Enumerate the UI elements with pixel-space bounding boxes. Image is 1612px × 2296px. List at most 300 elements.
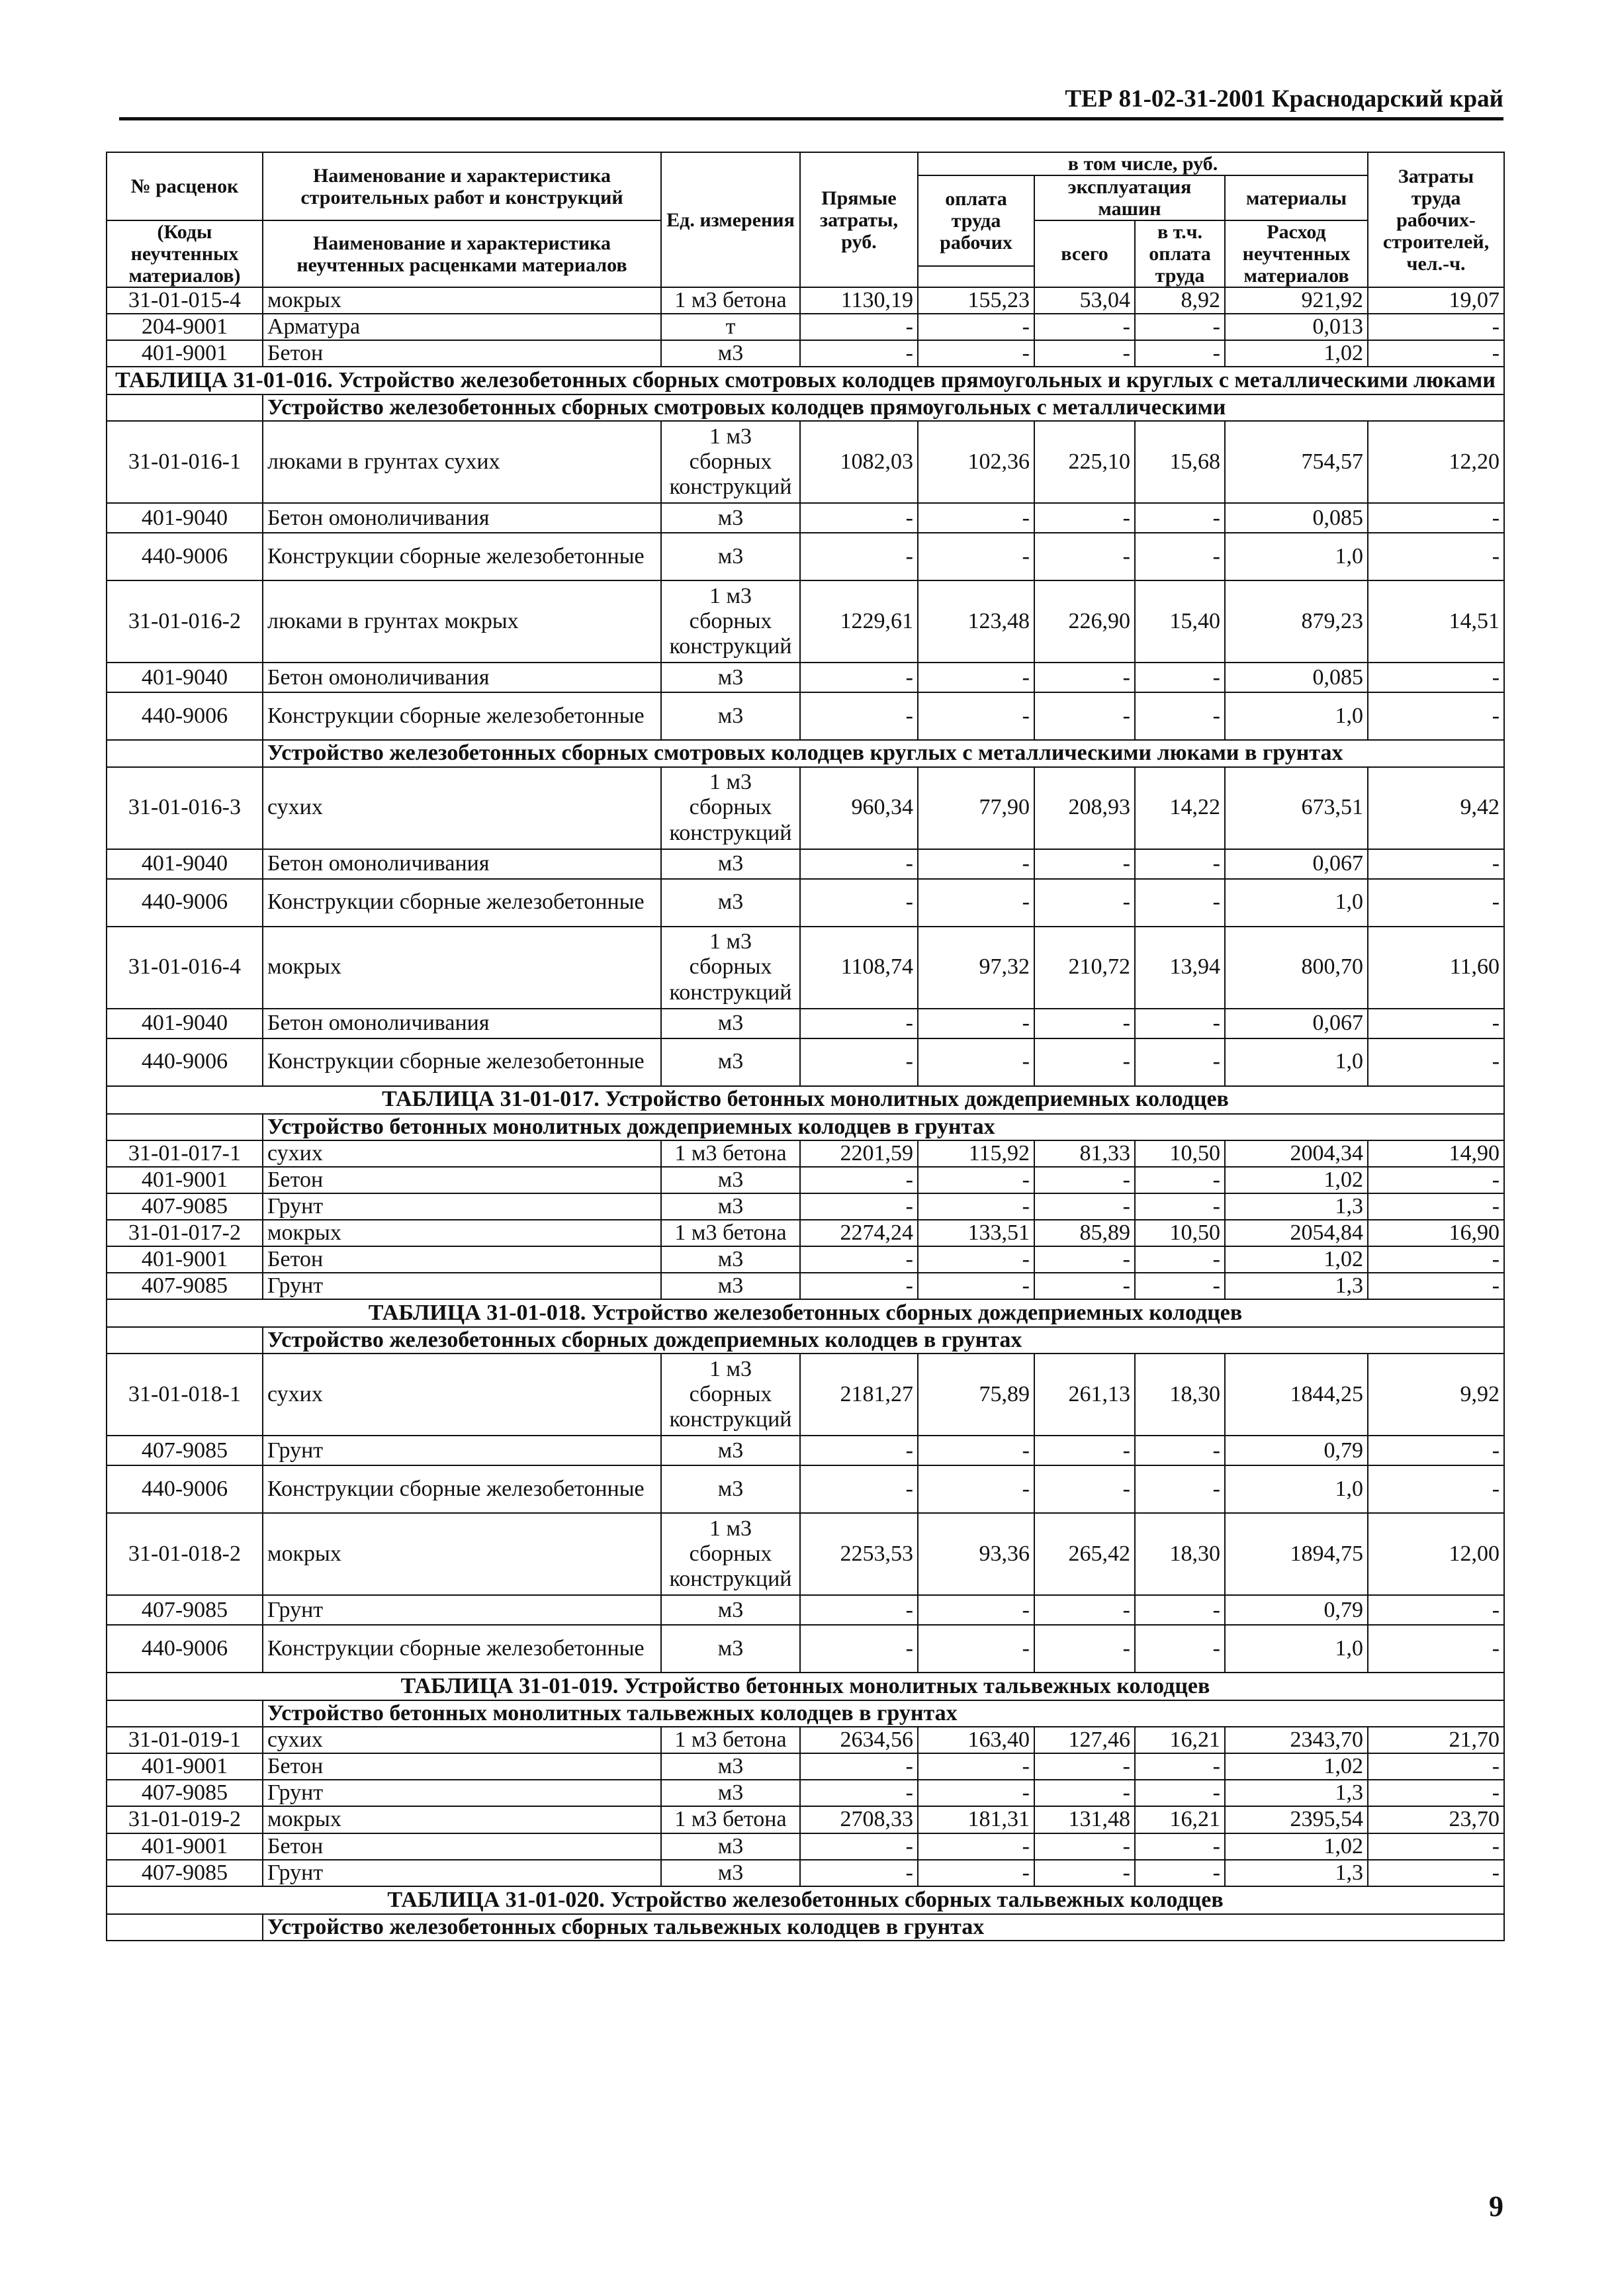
cell-name: Конструкции сборные железобетонные	[263, 533, 661, 580]
section-spacer	[107, 1327, 263, 1354]
cell-mat: 1,0	[1225, 1465, 1368, 1513]
cell-wage: -	[918, 1246, 1034, 1273]
table-head	[107, 152, 1504, 287]
cell-mach-wage: 16,21	[1135, 1727, 1225, 1753]
cell-mach: -	[1034, 314, 1135, 340]
cell-labor: -	[1368, 503, 1504, 533]
cell-mat: 1,02	[1225, 1833, 1368, 1860]
cell-unit: м3	[661, 533, 800, 580]
cell-direct: -	[800, 503, 918, 533]
table-title-018	[107, 1299, 1504, 1327]
material-row	[107, 503, 1504, 533]
cell-unit: м3	[661, 1246, 800, 1273]
cell-mat: 2054,84	[1225, 1220, 1368, 1246]
col-wage-cont	[918, 266, 1034, 287]
table-row	[107, 287, 1504, 314]
cell-mat: 1,02	[1225, 1753, 1368, 1780]
cell-wage: 133,51	[918, 1220, 1034, 1246]
cell-mat: 879,23	[1225, 580, 1368, 663]
cell-direct: -	[800, 1753, 918, 1780]
cell-labor: 12,00	[1368, 1513, 1504, 1595]
cell-mat: 1,0	[1225, 879, 1368, 927]
cell-code: 31-01-017-2	[107, 1220, 263, 1246]
page-header: ТЕР 81-02-31-2001 Краснодарский край	[1065, 85, 1503, 113]
material-row	[107, 1009, 1504, 1038]
cell-labor: 14,51	[1368, 580, 1504, 663]
cell-unit: м3	[661, 663, 800, 692]
col-code-bottom: (Коды неучтенных материалов)	[107, 220, 263, 287]
cell-mat: 2395,54	[1225, 1806, 1368, 1833]
cell-labor: 16,90	[1368, 1220, 1504, 1246]
cell-mach-wage: -	[1135, 879, 1225, 927]
cell-mach: -	[1034, 340, 1135, 367]
table-row	[107, 1806, 1504, 1833]
cell-wage: 163,40	[918, 1727, 1034, 1753]
cell-unit: 1 м3 сборных конструкций	[661, 421, 800, 503]
cell-mach-wage: -	[1135, 1009, 1225, 1038]
cell-labor: -	[1368, 1595, 1504, 1625]
cell-unit: м3	[661, 849, 800, 879]
table-row	[107, 1140, 1504, 1167]
cell-code: 401-9040	[107, 503, 263, 533]
cell-name: Бетон омоноличивания	[263, 503, 661, 533]
cell-mat: 1,3	[1225, 1780, 1368, 1806]
cell-wage: 155,23	[918, 287, 1034, 314]
cell-code: 31-01-016-2	[107, 580, 263, 663]
cell-mach-wage: -	[1135, 1780, 1225, 1806]
cell-code: 401-9040	[107, 1009, 263, 1038]
cell-unit: м3	[661, 692, 800, 740]
material-row	[107, 1595, 1504, 1625]
col-mach-wage: в т.ч. оплата труда	[1135, 220, 1225, 287]
cell-mat: 1894,75	[1225, 1513, 1368, 1595]
material-row	[107, 1038, 1504, 1086]
material-row	[107, 849, 1504, 879]
cell-mach-wage: -	[1135, 1273, 1225, 1299]
cell-mach-wage: -	[1135, 503, 1225, 533]
cell-mach-wage: 10,50	[1135, 1140, 1225, 1167]
table-title-text: ТАБЛИЦА 31-01-019. Устройство бетонных монолитных тальвежных колодцев	[107, 1673, 1504, 1700]
col-materials: материалы	[1225, 175, 1368, 220]
cell-wage: -	[918, 692, 1034, 740]
table-row	[107, 340, 1504, 367]
cell-name: Бетон	[263, 1753, 661, 1780]
cell-labor: -	[1368, 533, 1504, 580]
cell-direct: -	[800, 1436, 918, 1465]
cell-wage: -	[918, 533, 1034, 580]
cell-unit: 1 м3 сборных конструкций	[661, 1513, 800, 1595]
col-mat-unaccounted: Расход неучтенных материалов	[1225, 220, 1368, 287]
cell-mat: 754,57	[1225, 421, 1368, 503]
cell-mach-wage: -	[1135, 1193, 1225, 1220]
cell-mat: 0,067	[1225, 1009, 1368, 1038]
section-spacer	[107, 1700, 263, 1727]
cell-code: 31-01-015-4	[107, 287, 263, 314]
cell-mach-wage: 18,30	[1135, 1354, 1225, 1436]
cell-wage: 123,48	[918, 580, 1034, 663]
cell-labor: -	[1368, 1780, 1504, 1806]
cell-labor: -	[1368, 1860, 1504, 1886]
cell-direct: 1130,19	[800, 287, 918, 314]
cell-labor: -	[1368, 1753, 1504, 1780]
table-row	[107, 1220, 1504, 1246]
cell-name: Конструкции сборные железобетонные	[263, 1038, 661, 1086]
cell-wage: -	[918, 879, 1034, 927]
cell-mat: 0,085	[1225, 503, 1368, 533]
cell-unit: м3	[661, 1273, 800, 1299]
cell-name: Бетон омоноличивания	[263, 1009, 661, 1038]
cell-name: люками в грунтах сухих	[263, 421, 661, 503]
cell-name: мокрых	[263, 1220, 661, 1246]
cell-wage: 75,89	[918, 1354, 1034, 1436]
section-title: Устройство бетонных монолитных тальвежных колодцев в грунтах	[263, 1700, 1504, 1727]
cell-unit: 1 м3 бетона	[661, 287, 800, 314]
cell-labor: 9,92	[1368, 1354, 1504, 1436]
cell-name: люками в грунтах мокрых	[263, 580, 661, 663]
cell-direct: -	[800, 1833, 918, 1860]
cell-code: 407-9085	[107, 1780, 263, 1806]
cell-wage: 181,31	[918, 1806, 1034, 1833]
cell-code: 31-01-016-1	[107, 421, 263, 503]
table-row	[107, 927, 1504, 1009]
cell-labor: 23,70	[1368, 1806, 1504, 1833]
section-spacer	[107, 394, 263, 421]
cell-mach: -	[1034, 1465, 1135, 1513]
cell-code: 31-01-019-1	[107, 1727, 263, 1753]
table-title-text: ТАБЛИЦА 31-01-016. Устройство железобетонных сборных смотровых колодцев прямоугольных и круглых с металлическими люками	[107, 367, 1504, 394]
cell-wage: -	[918, 1833, 1034, 1860]
cell-labor: -	[1368, 1009, 1504, 1038]
cell-direct: -	[800, 849, 918, 879]
cell-code: 440-9006	[107, 533, 263, 580]
cell-labor: -	[1368, 849, 1504, 879]
cell-code: 440-9006	[107, 1465, 263, 1513]
cell-direct: -	[800, 1780, 918, 1806]
cell-mach: -	[1034, 1753, 1135, 1780]
cell-name: сухих	[263, 1354, 661, 1436]
cell-name: Бетон	[263, 1246, 661, 1273]
cell-direct: 1082,03	[800, 421, 918, 503]
cell-mach: -	[1034, 1780, 1135, 1806]
col-name-bottom: Наименование и характеристика неучтенных расценками материалов	[263, 220, 661, 287]
cell-code: 31-01-016-4	[107, 927, 263, 1009]
material-row	[107, 1193, 1504, 1220]
cell-name: Конструкции сборные железобетонные	[263, 1465, 661, 1513]
cell-name: сухих	[263, 767, 661, 849]
cell-mat: 1,3	[1225, 1193, 1368, 1220]
cell-direct: -	[800, 663, 918, 692]
cell-mat: 1,02	[1225, 1246, 1368, 1273]
cell-wage: -	[918, 503, 1034, 533]
cell-labor: -	[1368, 692, 1504, 740]
table-row	[107, 421, 1504, 503]
cell-unit: 1 м3 сборных конструкций	[661, 580, 800, 663]
cell-code: 31-01-017-1	[107, 1140, 263, 1167]
cell-name: Грунт	[263, 1595, 661, 1625]
col-name-top: Наименование и характеристика строительных работ и конструкций	[263, 152, 661, 220]
cell-unit: м3	[661, 1625, 800, 1673]
cell-mach-wage: 18,30	[1135, 1513, 1225, 1595]
cell-labor: 14,90	[1368, 1140, 1504, 1167]
cell-mat: 1844,25	[1225, 1354, 1368, 1436]
cell-code: 401-9001	[107, 1833, 263, 1860]
cell-mat: 1,0	[1225, 533, 1368, 580]
cell-wage: 102,36	[918, 421, 1034, 503]
table-title-019	[107, 1673, 1504, 1700]
cell-direct: -	[800, 1246, 918, 1273]
cell-unit: 1 м3 бетона	[661, 1220, 800, 1246]
cell-direct: 2708,33	[800, 1806, 918, 1833]
cell-code: 31-01-019-2	[107, 1806, 263, 1833]
cell-mat: 2004,34	[1225, 1140, 1368, 1167]
cell-direct: 960,34	[800, 767, 918, 849]
cell-wage: -	[918, 1595, 1034, 1625]
cell-unit: м3	[661, 1193, 800, 1220]
material-row	[107, 1625, 1504, 1673]
section-spacer	[107, 740, 263, 766]
table-row	[107, 767, 1504, 849]
material-row	[107, 663, 1504, 692]
cell-mach: 53,04	[1034, 287, 1135, 314]
cell-direct: -	[800, 1273, 918, 1299]
cell-labor: 19,07	[1368, 287, 1504, 314]
cell-code: 401-9040	[107, 663, 263, 692]
cell-wage: -	[918, 1038, 1034, 1086]
cell-direct: 2274,24	[800, 1220, 918, 1246]
table-row	[107, 580, 1504, 663]
cell-labor: -	[1368, 340, 1504, 367]
cell-unit: 1 м3 сборных конструкций	[661, 767, 800, 849]
cell-code: 401-9001	[107, 340, 263, 367]
cell-mach-wage: 16,21	[1135, 1806, 1225, 1833]
cell-wage: -	[918, 1167, 1034, 1193]
cell-direct: -	[800, 340, 918, 367]
cell-wage: -	[918, 663, 1034, 692]
cell-labor: -	[1368, 1273, 1504, 1299]
cell-mat: 1,0	[1225, 1038, 1368, 1086]
cell-mach-wage: -	[1135, 1038, 1225, 1086]
cell-wage: 93,36	[918, 1513, 1034, 1595]
cell-mach: -	[1034, 1833, 1135, 1860]
cell-wage: 115,92	[918, 1140, 1034, 1167]
cell-direct: 2634,56	[800, 1727, 918, 1753]
table-title-text: ТАБЛИЦА 31-01-020. Устройство железобетонных сборных тальвежных колодцев	[107, 1886, 1504, 1914]
cell-unit: м3	[661, 1860, 800, 1886]
table-title-text: ТАБЛИЦА 31-01-017. Устройство бетонных монолитных дождеприемных колодцев	[107, 1086, 1504, 1114]
cell-code: 407-9085	[107, 1273, 263, 1299]
cell-mach-wage: -	[1135, 1860, 1225, 1886]
cell-name: Бетон	[263, 340, 661, 367]
cell-unit: м3	[661, 1436, 800, 1465]
cell-labor: -	[1368, 1246, 1504, 1273]
section-row	[107, 394, 1504, 421]
cell-mach: -	[1034, 879, 1135, 927]
cell-name: Бетон омоноличивания	[263, 849, 661, 879]
cell-code: 440-9006	[107, 1038, 263, 1086]
cell-mat: 673,51	[1225, 767, 1368, 849]
cell-mat: 1,02	[1225, 340, 1368, 367]
cell-labor: 9,42	[1368, 767, 1504, 849]
cell-code: 31-01-016-3	[107, 767, 263, 849]
cell-code: 31-01-018-1	[107, 1354, 263, 1436]
material-row	[107, 1465, 1504, 1513]
cell-direct: 2181,27	[800, 1354, 918, 1436]
cell-direct: 2201,59	[800, 1140, 918, 1167]
section-row	[107, 1327, 1504, 1354]
cell-name: Бетон омоноличивания	[263, 663, 661, 692]
material-row	[107, 1753, 1504, 1780]
cell-mach-wage: -	[1135, 1465, 1225, 1513]
cell-unit: 1 м3 сборных конструкций	[661, 927, 800, 1009]
cell-mach: -	[1034, 849, 1135, 879]
material-row	[107, 1780, 1504, 1806]
cell-mach-wage: 14,22	[1135, 767, 1225, 849]
cell-mach: 81,33	[1034, 1140, 1135, 1167]
cell-unit: м3	[661, 1465, 800, 1513]
cell-labor: -	[1368, 1167, 1504, 1193]
table-row	[107, 1354, 1504, 1436]
cell-mach-wage: 13,94	[1135, 927, 1225, 1009]
cell-direct: 1229,61	[800, 580, 918, 663]
cell-code: 407-9085	[107, 1860, 263, 1886]
cell-labor: -	[1368, 1625, 1504, 1673]
table-row	[107, 1513, 1504, 1595]
cell-labor: 11,60	[1368, 927, 1504, 1009]
material-row	[107, 1246, 1504, 1273]
page-number: 9	[1489, 2190, 1503, 2223]
cell-direct: 2253,53	[800, 1513, 918, 1595]
cell-mat: 1,0	[1225, 1625, 1368, 1673]
cell-unit: м3	[661, 879, 800, 927]
cell-wage: -	[918, 1753, 1034, 1780]
cell-wage: 97,32	[918, 927, 1034, 1009]
cell-name: Конструкции сборные железобетонные	[263, 1625, 661, 1673]
cell-mach: 210,72	[1034, 927, 1135, 1009]
col-machines: эксплуатация машин	[1034, 175, 1225, 220]
cell-mach: 131,48	[1034, 1806, 1135, 1833]
table-title-020	[107, 1886, 1504, 1914]
cell-mach-wage: 15,40	[1135, 580, 1225, 663]
material-row	[107, 1436, 1504, 1465]
cell-name: Грунт	[263, 1436, 661, 1465]
cell-unit: 1 м3 бетона	[661, 1140, 800, 1167]
cell-unit: 1 м3 сборных конструкций	[661, 1354, 800, 1436]
section-title: Устройство железобетонных сборных смотровых колодцев прямоугольных с металлическими	[263, 394, 1504, 421]
cell-labor: 12,20	[1368, 421, 1504, 503]
rates-table	[106, 152, 1505, 1941]
cell-labor: -	[1368, 1038, 1504, 1086]
material-row	[107, 533, 1504, 580]
cell-direct: -	[800, 1167, 918, 1193]
cell-mach-wage: -	[1135, 340, 1225, 367]
cell-unit: 1 м3 бетона	[661, 1727, 800, 1753]
cell-mach: 226,90	[1034, 580, 1135, 663]
section-title: Устройство железобетонных сборных тальвежных колодцев в грунтах	[263, 1914, 1504, 1941]
cell-wage: -	[918, 1860, 1034, 1886]
cell-mach-wage: -	[1135, 849, 1225, 879]
cell-labor: -	[1368, 663, 1504, 692]
cell-labor: -	[1368, 1465, 1504, 1513]
cell-mat: 921,92	[1225, 287, 1368, 314]
cell-mach: -	[1034, 663, 1135, 692]
cell-labor: -	[1368, 1833, 1504, 1860]
cell-name: Конструкции сборные железобетонные	[263, 879, 661, 927]
cell-name: Грунт	[263, 1860, 661, 1886]
table-title-016	[107, 367, 1504, 394]
section-spacer	[107, 1114, 263, 1140]
section-row	[107, 740, 1504, 766]
cell-wage: 77,90	[918, 767, 1034, 849]
cell-name: Арматура	[263, 314, 661, 340]
cell-code: 440-9006	[107, 879, 263, 927]
cell-direct: -	[800, 1860, 918, 1886]
cell-labor: -	[1368, 879, 1504, 927]
cell-mach: -	[1034, 1038, 1135, 1086]
cell-wage: -	[918, 1009, 1034, 1038]
table-title-017	[107, 1086, 1504, 1114]
cell-mach-wage: -	[1135, 1625, 1225, 1673]
cell-mach: -	[1034, 1193, 1135, 1220]
cell-name: Конструкции сборные железобетонные	[263, 692, 661, 740]
cell-direct: 1108,74	[800, 927, 918, 1009]
material-row	[107, 692, 1504, 740]
cell-mach: -	[1034, 692, 1135, 740]
cell-mach: -	[1034, 1436, 1135, 1465]
col-unit: Ед. измерения	[661, 152, 800, 287]
cell-wage: -	[918, 1436, 1034, 1465]
table-title-text: ТАБЛИЦА 31-01-018. Устройство железобетонных сборных дождеприемных колодцев	[107, 1299, 1504, 1327]
cell-unit: м3	[661, 1780, 800, 1806]
cell-unit: м3	[661, 1167, 800, 1193]
col-mach-total: всего	[1034, 220, 1135, 287]
cell-wage: -	[918, 314, 1034, 340]
section-row	[107, 1914, 1504, 1941]
cell-mach: -	[1034, 1246, 1135, 1273]
cell-mach-wage: -	[1135, 692, 1225, 740]
cell-mach-wage: -	[1135, 663, 1225, 692]
cell-labor: -	[1368, 1193, 1504, 1220]
cell-name: мокрых	[263, 1806, 661, 1833]
cell-mach-wage: -	[1135, 314, 1225, 340]
table-row	[107, 314, 1504, 340]
cell-wage: -	[918, 1273, 1034, 1299]
cell-direct: -	[800, 879, 918, 927]
cell-mach: -	[1034, 533, 1135, 580]
cell-mach: 225,10	[1034, 421, 1135, 503]
material-row	[107, 1833, 1504, 1860]
cell-mach: 208,93	[1034, 767, 1135, 849]
cell-name: мокрых	[263, 927, 661, 1009]
cell-direct: -	[800, 1625, 918, 1673]
cell-direct: -	[800, 1009, 918, 1038]
cell-unit: 1 м3 бетона	[661, 1806, 800, 1833]
col-labor: Затраты труда рабочих-строителей, чел.-ч.	[1368, 152, 1504, 287]
cell-mach: -	[1034, 1595, 1135, 1625]
cell-name: сухих	[263, 1727, 661, 1753]
cell-code: 407-9085	[107, 1595, 263, 1625]
cell-wage: -	[918, 1625, 1034, 1673]
cell-mach: -	[1034, 1009, 1135, 1038]
cell-code: 401-9001	[107, 1753, 263, 1780]
cell-mach-wage: -	[1135, 1436, 1225, 1465]
cell-unit: т	[661, 314, 800, 340]
col-incl: в том числе, руб.	[918, 152, 1368, 175]
cell-direct: -	[800, 1038, 918, 1086]
cell-mach: 127,46	[1034, 1727, 1135, 1753]
cell-mach-wage: 8,92	[1135, 287, 1225, 314]
cell-wage: -	[918, 1193, 1034, 1220]
cell-unit: м3	[661, 1009, 800, 1038]
